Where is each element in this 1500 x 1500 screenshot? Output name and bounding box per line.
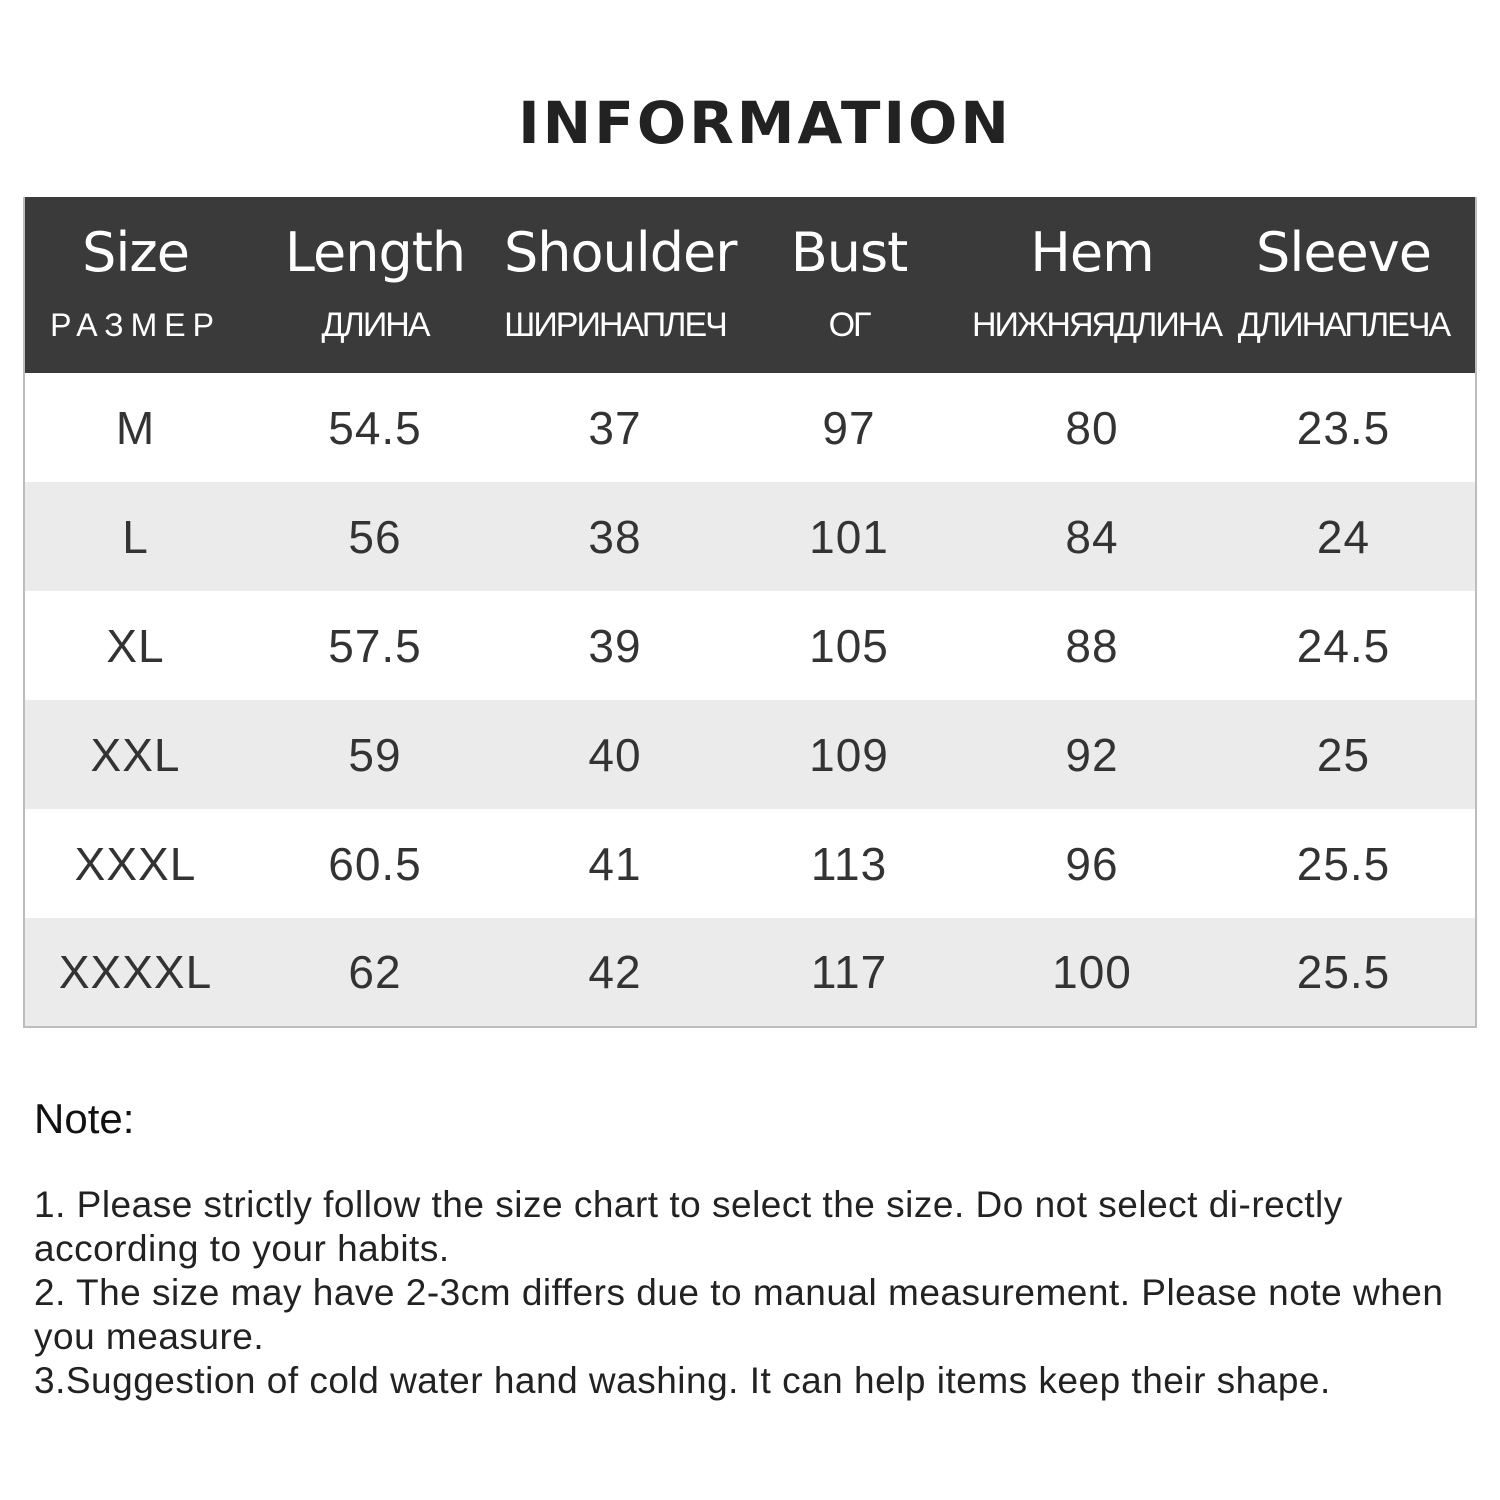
header-size-ru: РАЗМЕР: [50, 307, 221, 343]
cell-hem: 80: [1065, 401, 1119, 454]
cell-size: XL: [106, 619, 165, 672]
cell-bust: 117: [810, 946, 888, 998]
cell-size: XXXXL: [58, 946, 213, 998]
cell-bust: 109: [809, 728, 889, 781]
cell-hem: 84: [1065, 510, 1119, 563]
cell-size: M: [115, 401, 156, 454]
table-row: [24, 373, 1476, 482]
cell-shoulder: 38: [588, 510, 642, 563]
cell-hem: 92: [1065, 728, 1119, 781]
cell-hem: 96: [1065, 837, 1119, 890]
cell-length: 60.5: [328, 837, 422, 890]
cell-shoulder: 37: [588, 401, 642, 454]
header-length: [246, 197, 504, 373]
table-row: [24, 918, 1476, 1027]
header-sleeve: [1212, 197, 1476, 373]
page-title: INFORMATION: [518, 89, 1012, 157]
cell-length: 54.5: [328, 401, 422, 454]
cell-hem: 100: [1052, 946, 1132, 998]
header-hem-ru: НИЖНЯЯДЛИНА: [972, 306, 1222, 344]
cell-length: 57.5: [328, 619, 422, 672]
cell-sleeve: 25: [1316, 728, 1371, 781]
table-row: [24, 809, 1476, 918]
cell-size: L: [122, 510, 149, 563]
cell-length: 62: [348, 946, 402, 998]
header-sleeve-en: Sleeve: [1256, 221, 1431, 284]
note-item: 1. Please strictly follow the size chart to select the size. Do not select di-rectly according to your habits.: [34, 1184, 1343, 1269]
cell-sleeve: 25.5: [1296, 946, 1391, 998]
header-bust: [726, 197, 972, 373]
size-chart-table: [23, 197, 1477, 1028]
header-shoulder-ru: ШИРИНАПЛЕЧ: [504, 306, 726, 344]
cell-bust: 113: [810, 837, 888, 890]
cell-sleeve: 24.5: [1296, 619, 1391, 672]
cell-shoulder: 41: [588, 837, 642, 890]
table-row: [24, 591, 1476, 700]
cell-shoulder: 42: [588, 946, 642, 998]
header-length-ru: ДЛИНА: [321, 306, 429, 344]
cell-bust: 97: [822, 401, 876, 454]
cell-bust: 101: [809, 510, 889, 563]
cell-shoulder: 40: [588, 728, 642, 781]
cell-shoulder: 39: [588, 619, 642, 672]
header-bust-ru: ОГ: [828, 306, 870, 344]
header-size: [24, 197, 246, 373]
header-shoulder-en: Shoulder: [504, 221, 737, 284]
cell-sleeve: 25.5: [1296, 837, 1391, 890]
cell-sleeve: 23.5: [1296, 401, 1391, 454]
header-sleeve-ru: ДЛИНАПЛЕЧА: [1237, 306, 1450, 344]
cell-length: 59: [348, 728, 402, 781]
table-header-row: [24, 197, 1476, 373]
note-item: 3.Suggestion of cold water hand washing. It can help items keep their shape.: [34, 1360, 1331, 1401]
table-row: [24, 700, 1476, 809]
cell-sleeve: 24: [1316, 510, 1371, 563]
header-length-en: Length: [284, 221, 466, 284]
table-row: [24, 482, 1476, 591]
note-item: 2. The size may have 2-3cm differs due to manual measurement. Please note when you measure.: [34, 1272, 1444, 1357]
cell-bust: 105: [809, 619, 889, 672]
cell-size: XXL: [90, 728, 181, 781]
header-hem-en: Hem: [1030, 221, 1154, 284]
header-bust-en: Bust: [790, 221, 908, 284]
header-size-en: Size: [82, 221, 189, 284]
cell-length: 56: [348, 510, 402, 563]
note-list: [34, 1183, 1454, 1403]
cell-size: XXXL: [74, 837, 197, 890]
note-title: Note:: [34, 1095, 135, 1142]
cell-hem: 88: [1065, 619, 1119, 672]
header-hem: [972, 197, 1222, 373]
header-shoulder: [504, 197, 737, 373]
